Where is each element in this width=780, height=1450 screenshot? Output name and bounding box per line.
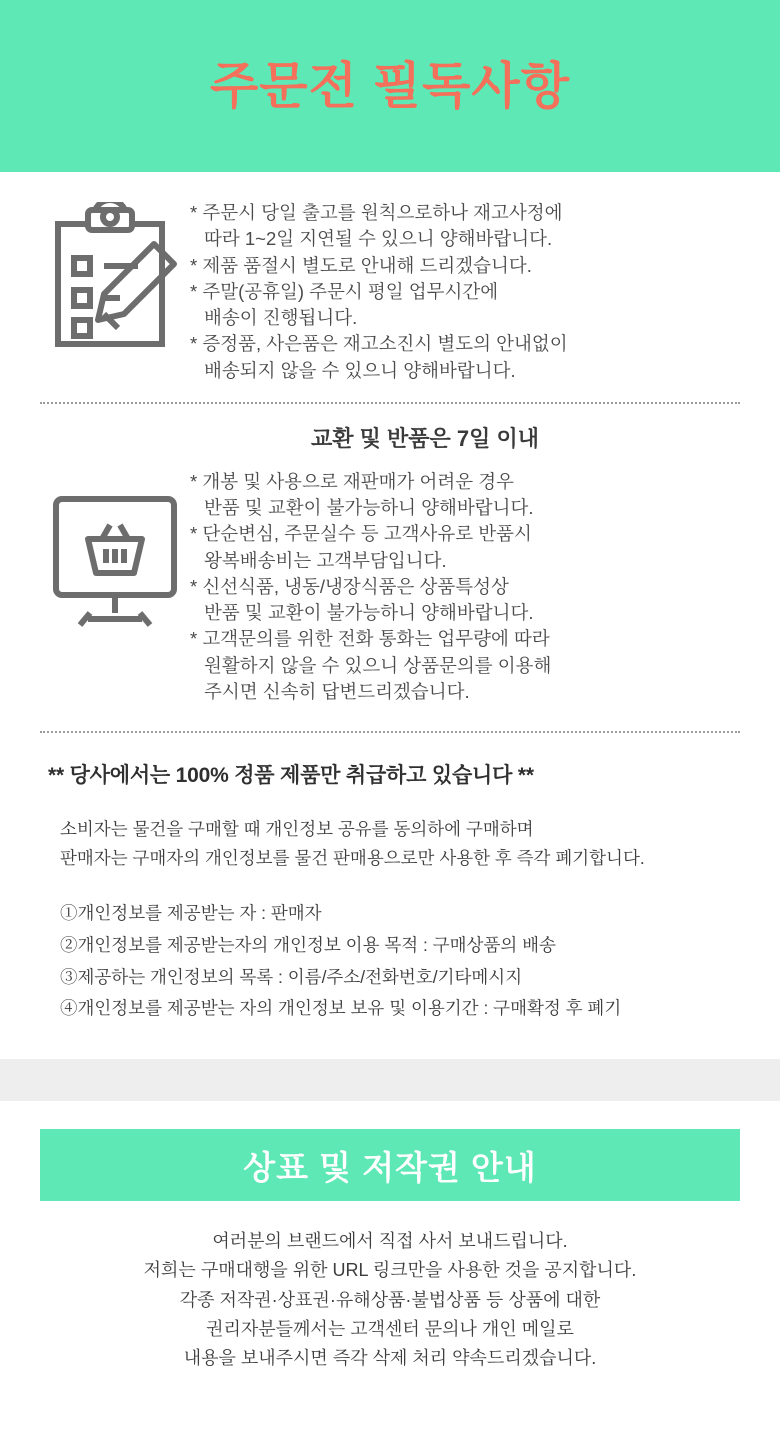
footer-banner — [40, 1129, 740, 1201]
section-separator — [0, 1059, 780, 1101]
monitor-shopping-basket-icon — [50, 493, 180, 633]
list-item: 반품 및 교환이 불가능하니 양해바랍니다. — [204, 602, 534, 624]
shipping-section — [0, 172, 780, 384]
list-item: 배송되지 않을 수 있으니 양해바랍니다. — [204, 359, 516, 381]
list-item: 주시면 신속히 답변드리겠습니다. — [204, 680, 470, 702]
list-item: ③제공하는 개인정보의 목록 : 이름/주소/전화번호/기타메시지 — [60, 966, 523, 987]
footer-line: 저희는 구매대행을 위한 URL 링크만을 사용한 것을 공지합니다. — [143, 1260, 637, 1281]
privacy-paragraph-line: 판매자는 구매자의 개인정보를 물건 판매용으로만 사용한 후 즉각 폐기합니다. — [60, 847, 645, 868]
privacy-list — [60, 898, 740, 1025]
shipping-notes — [190, 196, 740, 384]
list-item: 왕복배송비는 고객부담입니다. — [204, 549, 447, 571]
list-item: 반품 및 교환이 불가능하니 양해바랍니다. — [204, 497, 534, 519]
list-item: * 주말(공휴일) 주문시 평일 업무시간에 — [190, 280, 499, 302]
list-item: * 증정품, 사은품은 재고소진시 별도의 안내없이 — [190, 333, 568, 355]
header-banner — [0, 0, 780, 172]
footer-section — [0, 1101, 780, 1403]
return-notes — [190, 465, 740, 705]
list-item: ④개인정보를 제공받는 자의 개인정보 보유 및 이용기간 : 구매확정 후 폐기 — [60, 998, 622, 1019]
list-item: ②개인정보를 제공받는자의 개인정보 이용 목적 : 구매상품의 배송 — [60, 934, 556, 955]
privacy-paragraph-line: 소비자는 물건을 구매할 때 개인정보 공유를 동의하에 구매하며 — [60, 819, 534, 840]
return-section-title: 교환 및 반품은 7일 이내 — [311, 425, 539, 451]
return-icon-box — [40, 465, 190, 633]
page-title: 주문전 필독사항 — [210, 57, 570, 114]
genuine-heading: ** 당사에서는 100% 정품 제품만 취급하고 있습니다 ** — [48, 764, 534, 788]
footer-body — [0, 1201, 780, 1403]
footer-line: 각종 저작권·상표권·유해상품·불법상품 등 상품에 대한 — [179, 1289, 601, 1310]
footer-title: 상표 및 저작권 안내 — [243, 1148, 537, 1186]
list-item: * 제품 품절시 별도로 안내해 드리겠습니다. — [190, 254, 532, 276]
list-item: * 고객문의를 위한 전화 통화는 업무량에 따라 — [190, 628, 550, 650]
list-item: * 주문시 당일 출고를 원칙으로하나 재고사정에 — [190, 202, 563, 223]
genuine-section — [0, 733, 780, 1025]
list-item: 따라 1~2일 지연될 수 있으니 양해바랍니다. — [204, 228, 553, 250]
list-item: * 개봉 및 사용으로 재판매가 어려운 경우 — [190, 470, 514, 492]
clipboard-pencil-icon — [50, 202, 180, 352]
footer-line: 여러분의 브랜드에서 직접 사서 보내드립니다. — [212, 1231, 568, 1252]
list-item: * 신선식품, 냉동/냉장식품은 상품특성상 — [190, 575, 509, 597]
shipping-icon-box — [40, 196, 190, 352]
footer-line: 권리자분들께서는 고객센터 문의나 개인 메일로 — [206, 1318, 574, 1339]
list-item: ①개인정보를 제공받는 자 : 판매자 — [60, 902, 322, 923]
list-item: 배송이 진행됩니다. — [204, 307, 358, 329]
list-item: 원활하지 않을 수 있으니 상품문의를 이용해 — [204, 654, 552, 676]
footer-line: 내용을 보내주시면 즉각 삭제 처리 약속드리겠습니다. — [183, 1347, 597, 1368]
list-item: * 단순변심, 주문실수 등 고객사유로 반품시 — [190, 523, 532, 545]
return-section — [0, 459, 780, 705]
